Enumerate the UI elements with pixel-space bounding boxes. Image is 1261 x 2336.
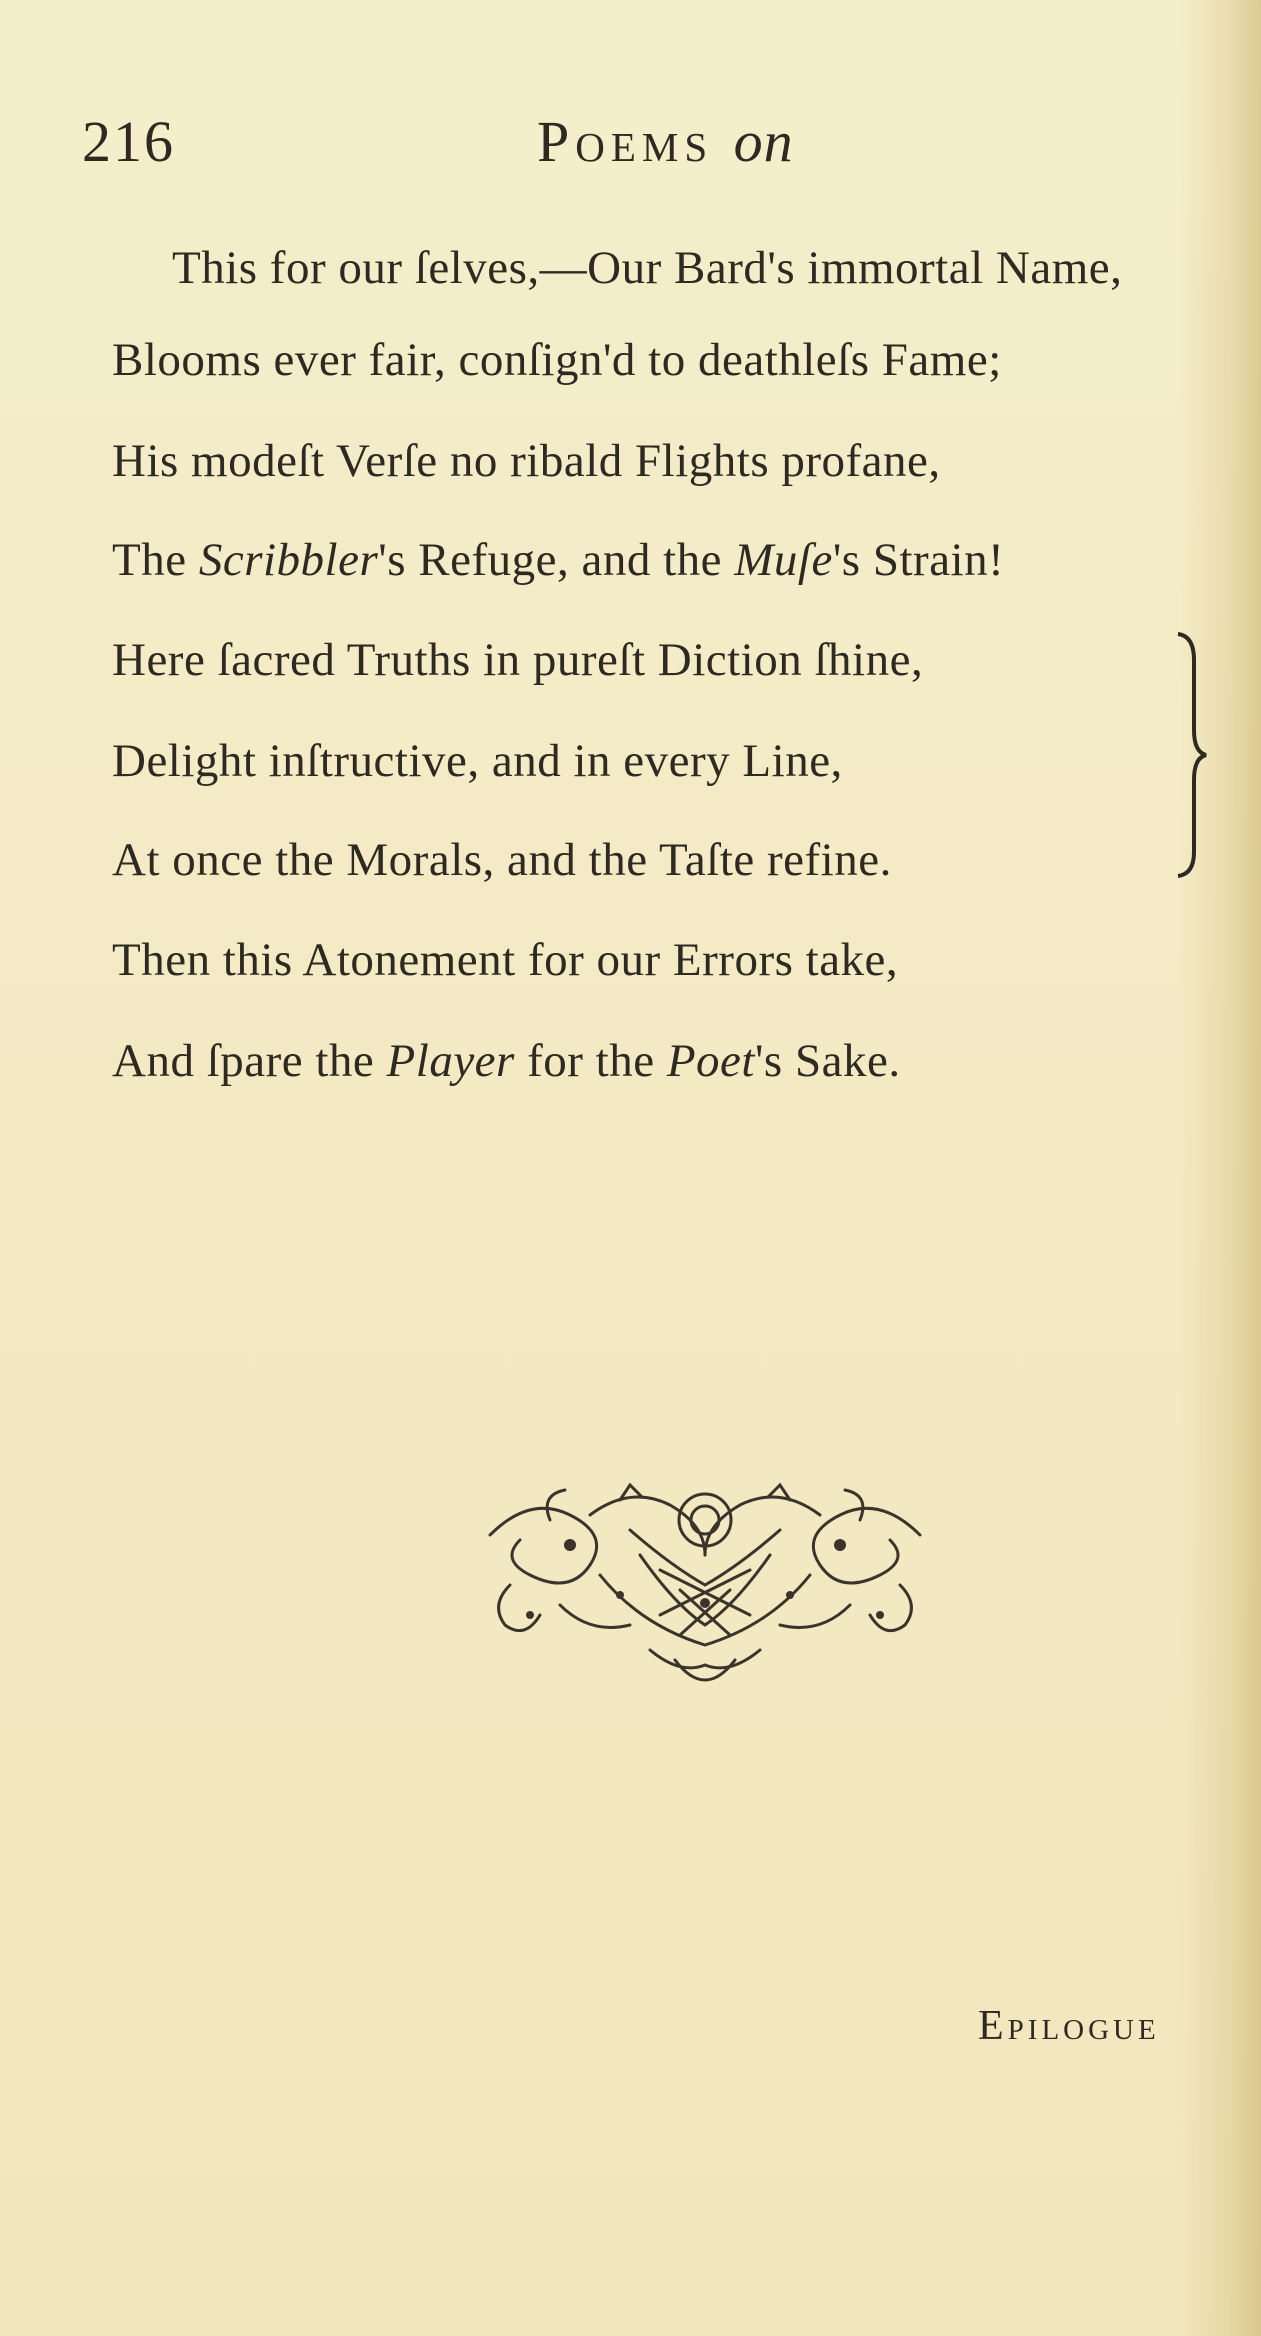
page-number: 216 xyxy=(82,109,175,174)
poem-line-5-text: Here ſacred Truths in pureſt Diction ſhine, xyxy=(112,634,924,686)
running-head xyxy=(82,108,1182,178)
poem-line-6-text: Delight inſtructive, and in every Line, xyxy=(112,735,843,787)
poem-line-7-text: At once the Morals, and the Taſte refine. xyxy=(112,834,892,886)
poem-line-5 xyxy=(112,632,923,688)
poem-line-4 xyxy=(112,532,1004,588)
poem-line-4-italic-muse: Muſe xyxy=(734,534,833,586)
poem-line-4-italic-scribbler: Scribbler xyxy=(198,534,379,586)
poem-line-4-text-c: 's Refuge, and the xyxy=(378,534,735,586)
poem-line-6 xyxy=(112,733,843,789)
poem-line-1 xyxy=(172,240,1122,296)
poem-line-1-text: This for our ſelves,—Our Bard's immortal Name, xyxy=(172,242,1123,294)
poem-line-4-text-e: 's Strain! xyxy=(832,534,1005,586)
poem-line-9 xyxy=(112,1033,901,1089)
poem-line-8-text: Then this Atonement for our Errors take, xyxy=(112,934,899,986)
poem-line-9-italic-player: Player xyxy=(386,1035,515,1087)
poem-line-3 xyxy=(112,433,941,489)
poem-line-8 xyxy=(112,932,898,988)
poem-line-7 xyxy=(112,832,892,888)
poem-line-9-text-e: 's Sake. xyxy=(754,1035,901,1087)
knotwork-tailpiece-icon xyxy=(470,1475,940,1685)
poem-line-9-text-a: And ſpare the xyxy=(112,1035,387,1087)
running-title-italic: on xyxy=(733,109,794,174)
running-title-caps: Poems xyxy=(537,109,714,174)
poem-line-9-italic-poet: Poet xyxy=(666,1035,755,1087)
poem-line-4-text-a: The xyxy=(112,534,199,586)
triplet-brace-icon xyxy=(1172,630,1212,880)
poem-line-9-text-c: for the xyxy=(514,1035,667,1087)
poem-line-2 xyxy=(112,332,1002,388)
poem-line-2-text: Blooms ever fair, conſign'd to deathleſs Fame; xyxy=(112,334,1002,386)
poem-line-3-text: His modeſt Verſe no ribald Flights profane, xyxy=(112,435,941,487)
catchword: Epilogue xyxy=(978,2003,1160,2049)
running-title xyxy=(537,108,794,175)
